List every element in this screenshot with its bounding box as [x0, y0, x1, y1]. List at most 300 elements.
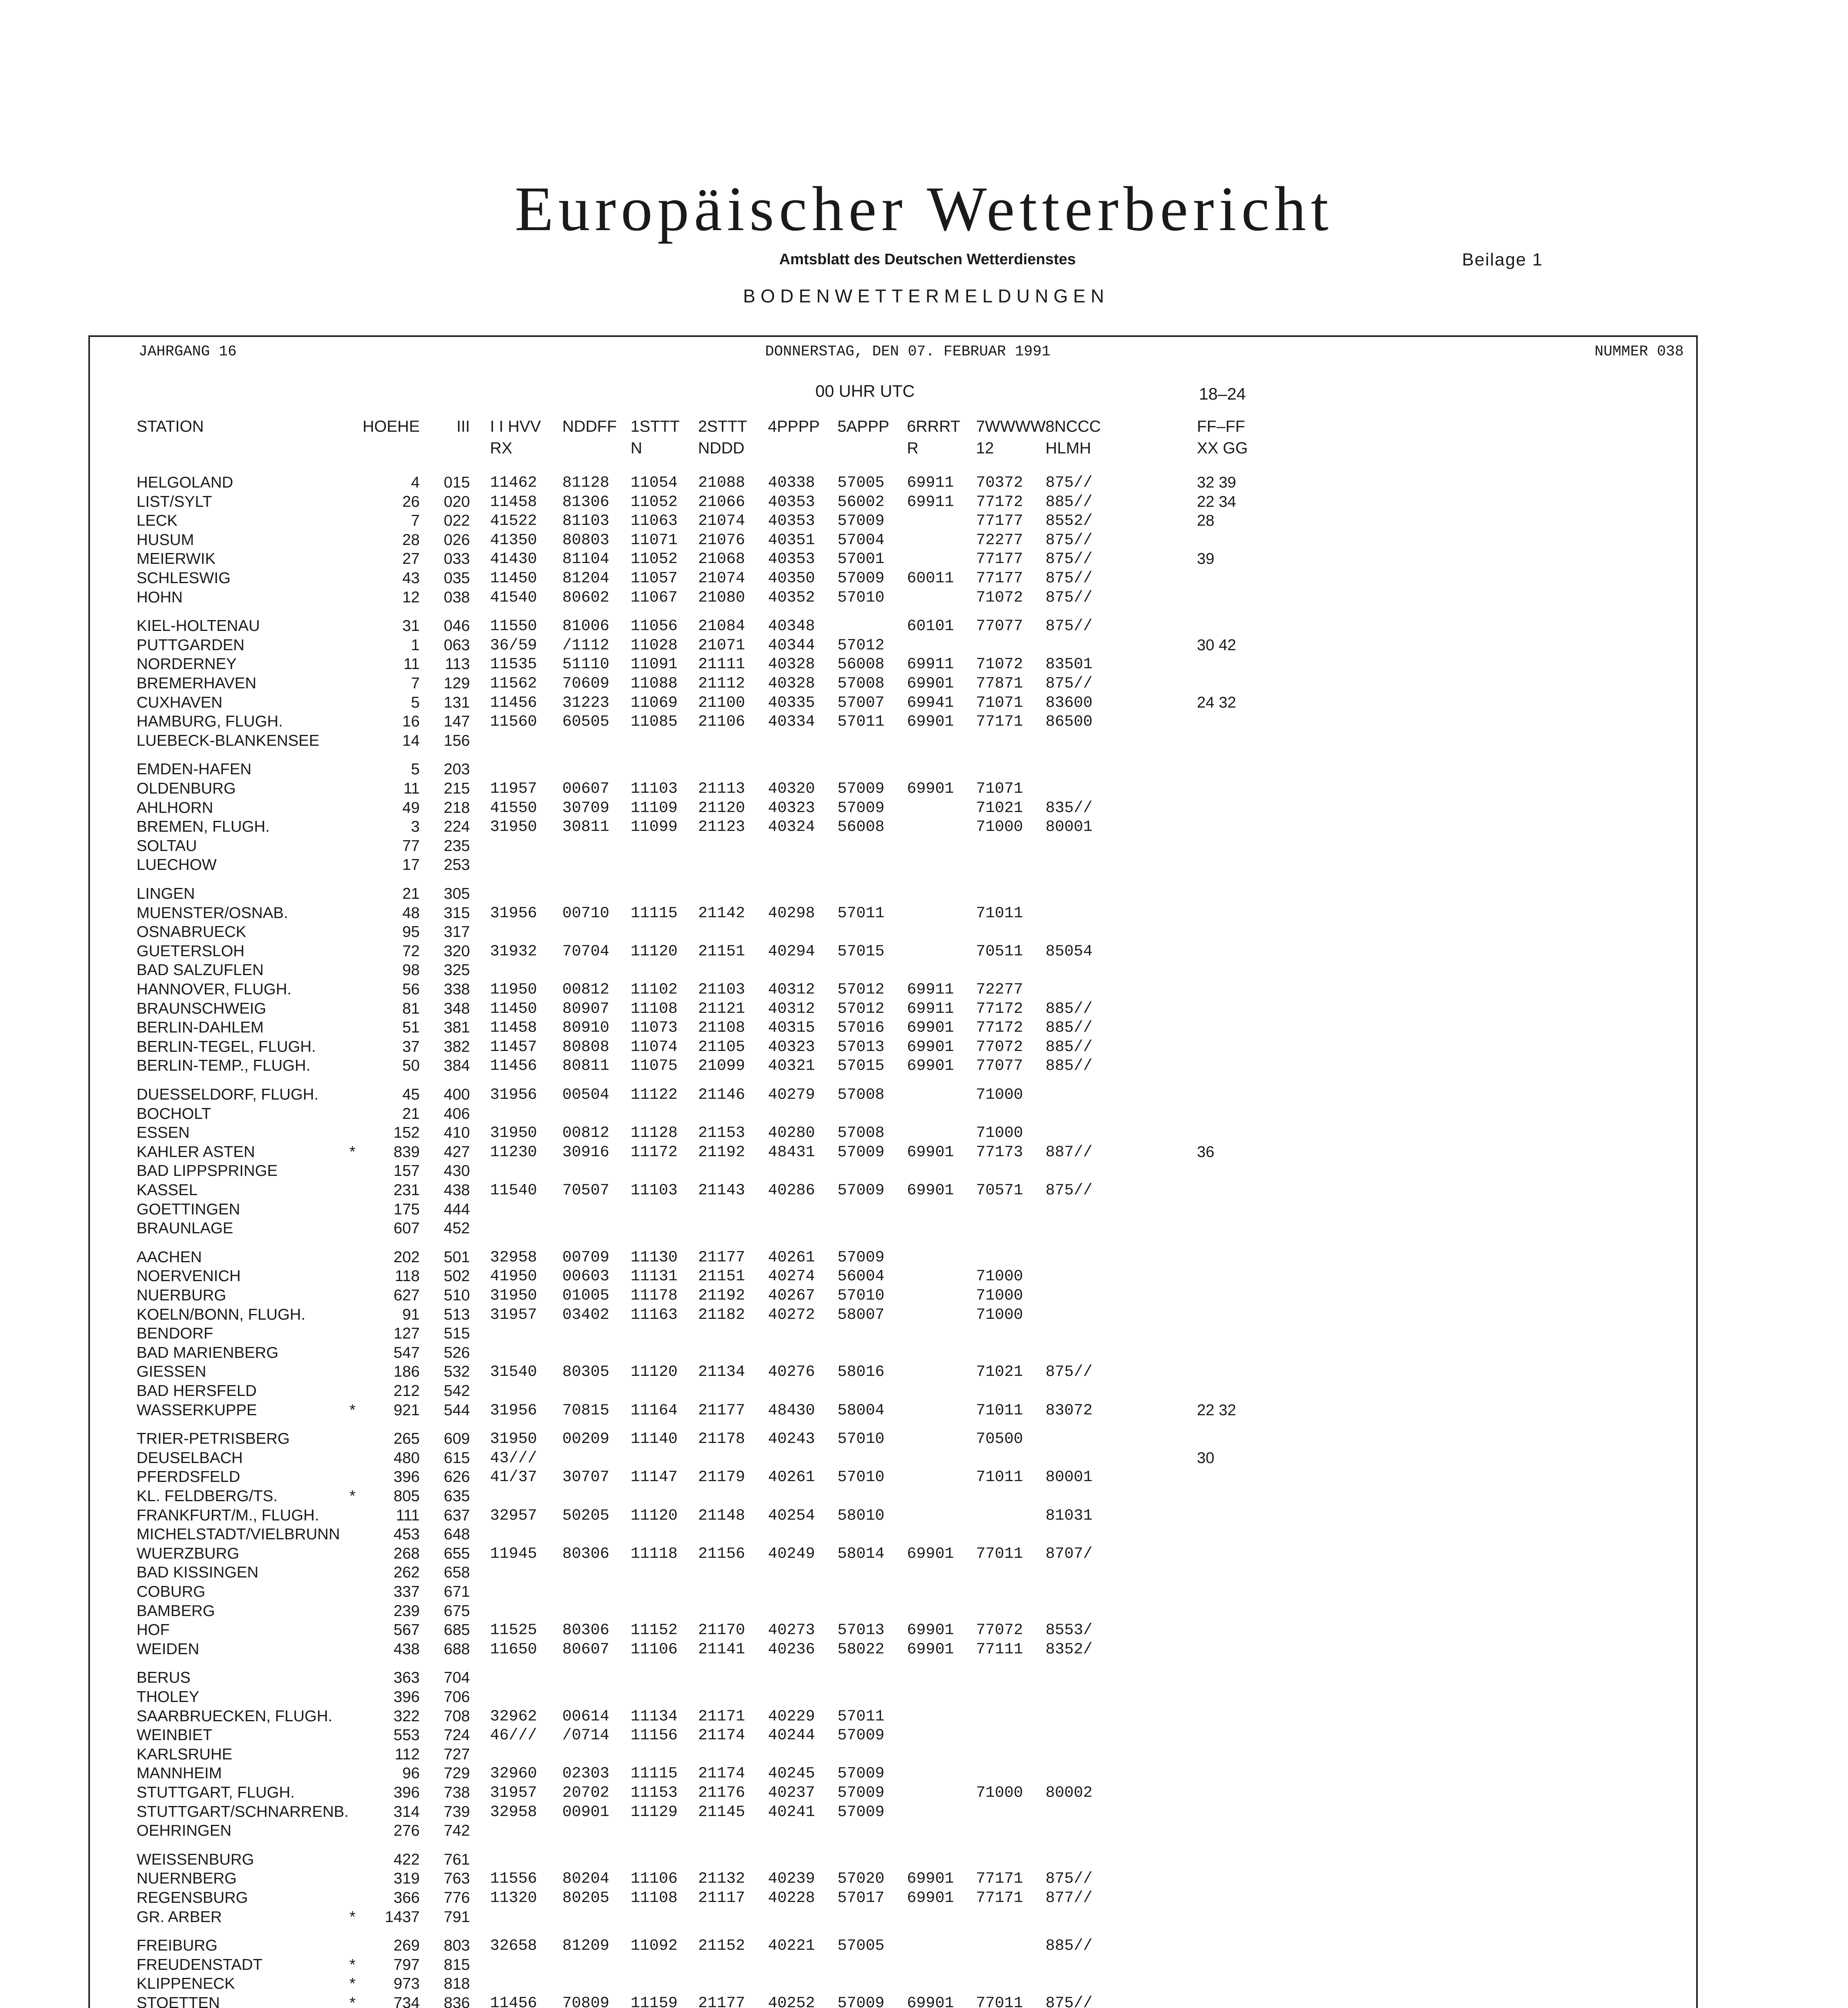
- cell-c8: 71000: [976, 1267, 1023, 1286]
- cell-c7: 69901: [907, 1545, 954, 1563]
- cell-c5: 40321: [768, 1057, 815, 1075]
- cell-c5: 40276: [768, 1363, 815, 1381]
- cell-hoehe: 265: [393, 1430, 420, 1448]
- cell-c4: 21074: [698, 512, 745, 530]
- cell-c6: 57009: [837, 799, 885, 817]
- header-c10: FF–FF XX GG: [1197, 418, 1248, 457]
- cell-c2: 01005: [562, 1287, 610, 1304]
- cell-c1: 32957: [490, 1506, 537, 1524]
- cell-c7: 69901: [907, 1019, 954, 1037]
- cell-iii: 501: [443, 1248, 470, 1266]
- cell-c3: 11120: [631, 942, 678, 960]
- station-name: LIST/SYLT: [137, 493, 212, 510]
- cell-c5: 40312: [768, 981, 815, 998]
- cell-c5: 40221: [768, 1937, 815, 1955]
- cell-c3: 11152: [631, 1621, 678, 1639]
- cell-iii: 382: [443, 1038, 470, 1055]
- cell-hoehe: 839: [393, 1143, 420, 1161]
- cell-c3: 11056: [631, 617, 678, 635]
- mountain-station-marker: *: [349, 1143, 356, 1161]
- cell-c9: 875//: [1045, 675, 1093, 692]
- cell-c2: 00901: [562, 1803, 610, 1821]
- cell-c3: 11073: [631, 1019, 678, 1037]
- header-iii: III: [456, 418, 470, 435]
- cell-hoehe: 91: [402, 1306, 420, 1323]
- station-name: THOLEY: [137, 1688, 200, 1706]
- cell-c5: 40254: [768, 1506, 815, 1524]
- report-frame: [88, 335, 1698, 2008]
- cell-hoehe: 239: [393, 1602, 420, 1620]
- cell-hoehe: 276: [393, 1822, 420, 1840]
- cell-c6: 57013: [837, 1038, 885, 1056]
- cell-c5: 40249: [768, 1545, 815, 1563]
- cell-c5: 40315: [768, 1019, 815, 1037]
- cell-hoehe: 28: [402, 531, 420, 549]
- cell-iii: 430: [443, 1162, 470, 1180]
- cell-c7: 69901: [907, 1621, 954, 1639]
- header-c9: 8NCCC HLMH: [1045, 418, 1101, 457]
- cell-iii: 615: [443, 1449, 470, 1467]
- cell-c9: 81031: [1045, 1506, 1093, 1524]
- cell-c4: 21113: [698, 780, 745, 798]
- station-name: GIESSEN: [137, 1363, 206, 1381]
- cell-iii: 320: [443, 942, 470, 960]
- station-name: OLDENBURG: [137, 780, 236, 797]
- cell-iii: 015: [443, 474, 470, 491]
- station-name: KLIPPENECK: [137, 1975, 235, 1993]
- cell-c2: 00614: [562, 1707, 610, 1725]
- cell-hoehe: 1437: [385, 1908, 420, 1926]
- cell-c1: 32962: [490, 1707, 537, 1725]
- cell-hoehe: 50: [402, 1057, 420, 1075]
- cell-c3: 11153: [631, 1784, 678, 1802]
- cell-c5: 40323: [768, 1038, 815, 1056]
- cell-c10: 32 39: [1197, 474, 1236, 491]
- cell-c8: 72277: [976, 981, 1023, 998]
- cell-c2: 80607: [562, 1640, 610, 1658]
- station-name: BENDORF: [137, 1325, 213, 1343]
- cell-c3: 11102: [631, 981, 678, 998]
- cell-c9: 875//: [1045, 1994, 1093, 2008]
- cell-hoehe: 453: [393, 1526, 420, 1543]
- cell-c3: 11172: [631, 1143, 678, 1161]
- station-name: BERLIN-TEMP., FLUGH.: [137, 1057, 310, 1075]
- station-name: REGENSBURG: [137, 1889, 248, 1906]
- cell-c5: 40351: [768, 531, 815, 549]
- cell-c1: 11462: [490, 474, 537, 492]
- cell-hoehe: 805: [393, 1488, 420, 1505]
- cell-c9: 885//: [1045, 1038, 1093, 1056]
- cell-iii: 688: [443, 1640, 470, 1658]
- cell-iii: 708: [443, 1707, 470, 1725]
- issue-number: NUMMER 038: [1595, 343, 1684, 360]
- cell-c4: 21153: [698, 1124, 745, 1142]
- cell-iii: 544: [443, 1401, 470, 1419]
- cell-c6: 58022: [837, 1640, 885, 1658]
- station-name: KIEL-HOLTENAU: [137, 617, 260, 635]
- station-name: STOETTEN: [137, 1994, 220, 2008]
- cell-iii: 532: [443, 1363, 470, 1381]
- header-c1: I I HVV RX: [490, 418, 541, 457]
- cell-c5: 40323: [768, 799, 815, 817]
- cell-iii: 502: [443, 1267, 470, 1285]
- cell-c4: 21146: [698, 1086, 745, 1104]
- station-name: BRAUNLAGE: [137, 1220, 233, 1237]
- cell-c8: 71021: [976, 1363, 1023, 1381]
- cell-c8: 71000: [976, 1086, 1023, 1104]
- cell-c5: 48430: [768, 1401, 815, 1419]
- cell-c4: 21152: [698, 1937, 745, 1955]
- cell-c1: 32960: [490, 1765, 537, 1783]
- station-name: DUESSELDORF, FLUGH.: [137, 1086, 319, 1103]
- cell-hoehe: 48: [402, 904, 420, 922]
- cell-iii: 218: [443, 799, 470, 816]
- cell-c8: 70571: [976, 1182, 1023, 1199]
- cell-iii: 410: [443, 1124, 470, 1142]
- cell-c2: 70809: [562, 1994, 610, 2008]
- station-name: CUXHAVEN: [137, 694, 223, 711]
- cell-c3: 11057: [631, 569, 678, 587]
- station-name: WEISSENBURG: [137, 1851, 254, 1868]
- cell-hoehe: 7: [411, 512, 420, 530]
- station-name: HELGOLAND: [137, 474, 233, 491]
- station-name: MICHELSTADT/VIELBRUNN: [137, 1526, 340, 1543]
- cell-iii: 381: [443, 1019, 470, 1037]
- cell-iii: 131: [443, 694, 470, 711]
- cell-c6: 57008: [837, 1086, 885, 1104]
- cell-c1: 11550: [490, 617, 537, 635]
- cell-c9: 8552/: [1045, 512, 1093, 530]
- cell-c10: 36: [1197, 1143, 1215, 1161]
- cell-c1: 11535: [490, 655, 537, 673]
- cell-c7: 69901: [907, 1994, 954, 2008]
- cell-iii: 203: [443, 761, 470, 778]
- cell-c6: 57008: [837, 675, 885, 692]
- cell-c7: 69901: [907, 1870, 954, 1888]
- cell-c7: 69901: [907, 1889, 954, 1907]
- station-name: FREIBURG: [137, 1937, 218, 1955]
- cell-c8: 71071: [976, 694, 1023, 712]
- cell-c8: 77171: [976, 1870, 1023, 1888]
- cell-c2: 00710: [562, 904, 610, 922]
- cell-c3: 11106: [631, 1640, 678, 1658]
- cell-c2: 80306: [562, 1545, 610, 1563]
- cell-hoehe: 77: [402, 837, 420, 855]
- cell-c8: 77172: [976, 1019, 1023, 1037]
- cell-c3: 11115: [631, 1765, 678, 1783]
- cell-c9: 83501: [1045, 655, 1093, 673]
- cell-c4: 21145: [698, 1803, 745, 1821]
- cell-c3: 11178: [631, 1287, 678, 1304]
- cell-c4: 21088: [698, 474, 745, 492]
- cell-c9: 86500: [1045, 713, 1093, 731]
- cell-hoehe: 4: [411, 474, 420, 491]
- cell-c1: 32958: [490, 1248, 537, 1266]
- cell-c5: 40352: [768, 588, 815, 606]
- cell-c4: 21071: [698, 636, 745, 654]
- station-name: BREMEN, FLUGH.: [137, 818, 270, 836]
- cell-c6: 56004: [837, 1267, 885, 1286]
- cell-c9: 875//: [1045, 1182, 1093, 1199]
- cell-hoehe: 5: [411, 694, 420, 711]
- cell-c6: 57009: [837, 1765, 885, 1783]
- station-name: MANNHEIM: [137, 1765, 222, 1782]
- cell-c6: 58004: [837, 1401, 885, 1419]
- cell-c8: 77171: [976, 713, 1023, 731]
- cell-c3: 11134: [631, 1707, 678, 1725]
- mountain-station-marker: *: [349, 1975, 356, 1993]
- cell-iii: 791: [443, 1908, 470, 1926]
- cell-c5: 40312: [768, 1000, 815, 1018]
- station-name: BERLIN-DAHLEM: [137, 1019, 264, 1037]
- cell-c3: 11129: [631, 1803, 678, 1821]
- cell-c7: 69911: [907, 655, 954, 673]
- cell-c8: 77011: [976, 1994, 1023, 2008]
- cell-c1: 11945: [490, 1545, 537, 1563]
- cell-c6: 56008: [837, 818, 885, 836]
- cell-c3: 11028: [631, 636, 678, 654]
- cell-c2: 30811: [562, 818, 610, 836]
- cell-c8: 77177: [976, 512, 1023, 530]
- cell-hoehe: 396: [393, 1688, 420, 1706]
- cell-c2: 70815: [562, 1401, 610, 1419]
- cell-c6: 57009: [837, 512, 885, 530]
- cell-iii: 427: [443, 1143, 470, 1161]
- cell-c9: 875//: [1045, 1870, 1093, 1888]
- cell-c6: 57010: [837, 1468, 885, 1486]
- cell-c1: 41/37: [490, 1468, 537, 1486]
- cell-c2: 80811: [562, 1057, 610, 1075]
- cell-c9: 875//: [1045, 550, 1093, 568]
- cell-c2: 60505: [562, 713, 610, 731]
- cell-iii: 046: [443, 617, 470, 635]
- cell-iii: 026: [443, 531, 470, 549]
- cell-c4: 21151: [698, 942, 745, 960]
- cell-c5: 40274: [768, 1267, 815, 1286]
- station-name: AHLHORN: [137, 799, 213, 816]
- cell-c9: 875//: [1045, 588, 1093, 606]
- cell-c7: 69901: [907, 675, 954, 692]
- cell-iii: 348: [443, 1000, 470, 1017]
- cell-hoehe: 186: [393, 1363, 420, 1381]
- cell-c8: 77172: [976, 493, 1023, 511]
- cell-c2: 80204: [562, 1870, 610, 1888]
- cell-hoehe: 17: [402, 856, 420, 874]
- cell-iii: 658: [443, 1564, 470, 1582]
- station-name: BOCHOLT: [137, 1105, 211, 1122]
- cell-iii: 129: [443, 675, 470, 692]
- cell-hoehe: 212: [393, 1382, 420, 1400]
- cell-iii: 444: [443, 1200, 470, 1218]
- cell-c10: 22 32: [1197, 1401, 1236, 1419]
- cell-c2: 30709: [562, 799, 610, 817]
- cell-iii: 338: [443, 981, 470, 998]
- cell-hoehe: 734: [393, 1994, 420, 2008]
- cell-c6: 58014: [837, 1545, 885, 1563]
- supplement-label: Beilage 1: [1462, 250, 1543, 269]
- cell-c1: 31950: [490, 1430, 537, 1448]
- cell-c5: 40261: [768, 1468, 815, 1486]
- cell-c4: 21178: [698, 1430, 745, 1448]
- cell-iii: 761: [443, 1851, 470, 1868]
- cell-c9: 875//: [1045, 1363, 1093, 1381]
- cell-c2: 03402: [562, 1306, 610, 1324]
- cell-c5: 40237: [768, 1784, 815, 1802]
- cell-c5: 40286: [768, 1182, 815, 1199]
- station-name: NUERNBERG: [137, 1870, 237, 1888]
- cell-c3: 11109: [631, 799, 678, 817]
- cell-c6: 57010: [837, 1430, 885, 1448]
- header-c7: 6RRRT R: [907, 418, 960, 457]
- cell-c5: 40279: [768, 1086, 815, 1104]
- cell-c3: 11115: [631, 904, 678, 922]
- cell-hoehe: 98: [402, 961, 420, 979]
- cell-c4: 21170: [698, 1621, 745, 1639]
- cell-c8: 77077: [976, 617, 1023, 635]
- cell-c9: 885//: [1045, 1019, 1093, 1037]
- cell-c6: 57011: [837, 1707, 885, 1725]
- cell-c6: 57009: [837, 1248, 885, 1266]
- header-c6: 5APPP: [837, 418, 889, 435]
- cell-c6: 57017: [837, 1889, 885, 1907]
- cell-c6: 57013: [837, 1621, 885, 1639]
- cell-c10: 30: [1197, 1449, 1215, 1467]
- cell-c1: 11540: [490, 1182, 537, 1199]
- cell-c4: 21121: [698, 1000, 745, 1018]
- cell-iii: 215: [443, 780, 470, 797]
- station-name: WEIDEN: [137, 1640, 199, 1658]
- cell-c6: 57012: [837, 636, 885, 654]
- cell-c4: 21103: [698, 981, 745, 998]
- cell-iii: 038: [443, 588, 470, 606]
- cell-c7: 69901: [907, 1182, 954, 1199]
- cell-hoehe: 14: [402, 732, 420, 749]
- cell-iii: 626: [443, 1468, 470, 1486]
- cell-c8: 71000: [976, 1124, 1023, 1142]
- cell-hoehe: 269: [393, 1937, 420, 1955]
- cell-c3: 11075: [631, 1057, 678, 1075]
- cell-hoehe: 11: [403, 655, 420, 673]
- cell-hoehe: 202: [393, 1248, 420, 1266]
- mountain-station-marker: *: [349, 1488, 356, 1505]
- cell-c8: 77177: [976, 550, 1023, 568]
- cell-c6: 57009: [837, 569, 885, 587]
- cell-hoehe: 7: [411, 675, 420, 692]
- cell-hoehe: 16: [402, 713, 420, 731]
- volume-label: JAHRGANG 16: [139, 343, 237, 360]
- cell-c4: 21100: [698, 694, 745, 712]
- cell-c5: 40334: [768, 713, 815, 731]
- cell-c4: 21142: [698, 904, 745, 922]
- cell-iii: 400: [443, 1086, 470, 1103]
- cell-c6: 57015: [837, 1057, 885, 1075]
- cell-iii: 317: [443, 923, 470, 941]
- cell-c7: 69901: [907, 1640, 954, 1658]
- cell-c4: 21120: [698, 799, 745, 817]
- cell-hoehe: 96: [402, 1765, 420, 1782]
- cell-c4: 21112: [698, 675, 745, 692]
- cell-hoehe: 262: [393, 1564, 420, 1582]
- page-title: Europäischer Wetterbericht: [515, 174, 1333, 244]
- cell-iii: 235: [443, 837, 470, 855]
- cell-c2: 80602: [562, 588, 610, 606]
- cell-c5: 40328: [768, 675, 815, 692]
- cell-iii: 325: [443, 961, 470, 979]
- cell-c2: 51110: [562, 655, 610, 673]
- cell-hoehe: 152: [393, 1124, 420, 1142]
- cell-c7: 69901: [907, 780, 954, 798]
- cell-c2: /1112: [562, 636, 610, 654]
- cell-iii: 384: [443, 1057, 470, 1075]
- cell-c3: 11103: [631, 780, 678, 798]
- cell-c4: 21117: [698, 1889, 745, 1907]
- cell-iii: 776: [443, 1889, 470, 1906]
- station-name: WASSERKUPPE: [137, 1401, 257, 1419]
- cell-c2: 80910: [562, 1019, 610, 1037]
- station-name: BAD SALZUFLEN: [137, 961, 264, 979]
- cell-c6: 57007: [837, 694, 885, 712]
- cell-hoehe: 21: [402, 1105, 420, 1122]
- mountain-station-marker: *: [349, 1401, 356, 1419]
- station-name: PFERDSFELD: [137, 1468, 240, 1486]
- cell-c7: 69911: [907, 474, 954, 492]
- cell-c1: 31932: [490, 942, 537, 960]
- cell-iii: 637: [443, 1506, 470, 1524]
- cell-c4: 21111: [698, 655, 745, 673]
- cell-c6: 57001: [837, 550, 885, 568]
- cell-hoehe: 5: [411, 761, 420, 778]
- cell-iii: 815: [443, 1956, 470, 1973]
- station-name: BAD LIPPSPRINGE: [137, 1162, 278, 1180]
- cell-iii: 035: [443, 569, 470, 587]
- cell-c8: 77173: [976, 1143, 1023, 1161]
- station-name: NUERBURG: [137, 1287, 227, 1304]
- cell-hoehe: 112: [394, 1745, 420, 1763]
- station-name: LECK: [137, 512, 178, 530]
- cell-c9: 8553/: [1045, 1621, 1093, 1639]
- cell-c9: 835//: [1045, 799, 1093, 817]
- cell-c2: 00812: [562, 981, 610, 998]
- cell-c2: 20702: [562, 1784, 610, 1802]
- cell-c4: 21132: [698, 1870, 745, 1888]
- station-name: FREUDENSTADT: [137, 1956, 263, 1973]
- cell-hoehe: 12: [402, 588, 420, 606]
- cell-c6: 57015: [837, 942, 885, 960]
- cell-c8: 77177: [976, 569, 1023, 587]
- station-name: SOLTAU: [137, 837, 197, 855]
- cell-c3: 11069: [631, 694, 678, 712]
- section-title: BODENWETTERMELDUNGEN: [743, 286, 1109, 306]
- cell-c2: 70609: [562, 675, 610, 692]
- cell-c8: 71072: [976, 655, 1023, 673]
- cell-c6: 57010: [837, 588, 885, 606]
- cell-c8: 77072: [976, 1621, 1023, 1639]
- station-name: KARLSRUHE: [137, 1745, 233, 1763]
- cell-c2: 30707: [562, 1468, 610, 1486]
- cell-c7: 60101: [907, 617, 954, 635]
- cell-c1: 41522: [490, 512, 537, 530]
- cell-iii: 452: [443, 1220, 470, 1237]
- cell-c1: 11556: [490, 1870, 537, 1888]
- cell-iii: 510: [443, 1287, 470, 1304]
- mountain-station-marker: *: [349, 1908, 356, 1926]
- cell-c6: 57005: [837, 1937, 885, 1955]
- cell-hoehe: 45: [402, 1086, 420, 1103]
- cell-c2: 00607: [562, 780, 610, 798]
- cell-c1: 11450: [490, 569, 537, 587]
- cell-c2: 00209: [562, 1430, 610, 1448]
- cell-c1: 46///: [490, 1726, 537, 1745]
